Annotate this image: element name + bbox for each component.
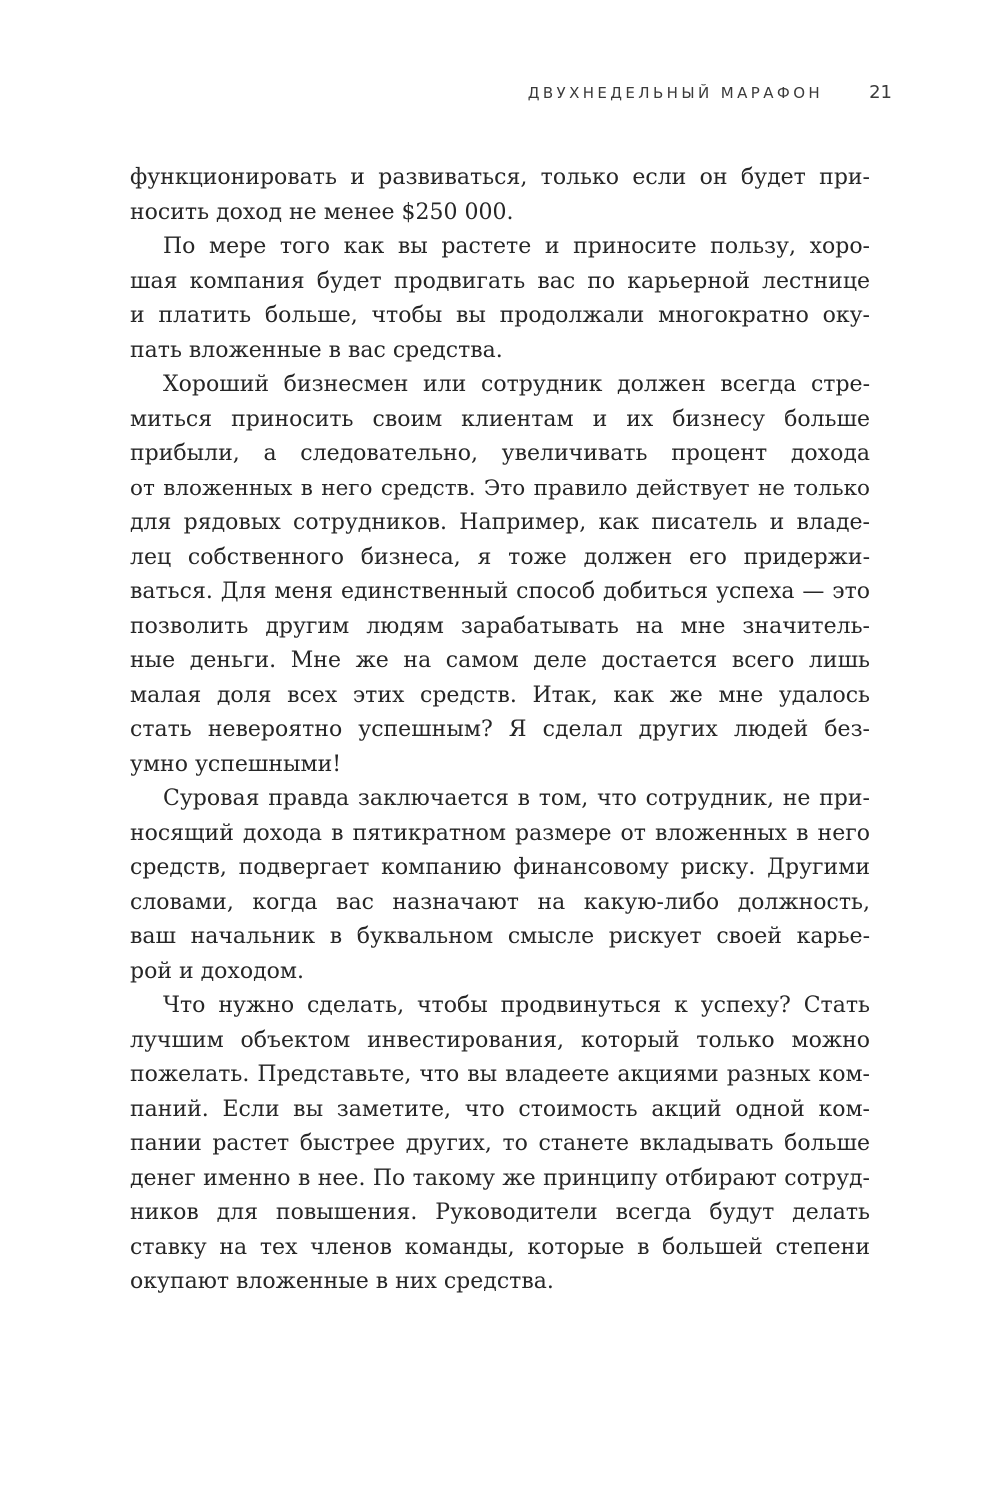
- text-line: паний. Если вы заметите, что стоимость акций одной ком-: [130, 1096, 870, 1122]
- text-line: шая компания будет продвигать вас по карьерной лестнице: [130, 268, 870, 294]
- text-line: носить доход не менее $250 000.: [130, 199, 514, 225]
- text-line: По мере того как вы растете и приносите пользу, хоро-: [163, 234, 870, 259]
- text-line: стать невероятно успешным? Я сделал других людей без-: [130, 717, 870, 742]
- text-line: ваться. Для меня единственный способ добиться успеха — это: [130, 579, 870, 604]
- text-line: функционировать и развиваться, только если он будет при-: [130, 165, 870, 190]
- paragraph: [130, 782, 870, 989]
- text-line: позволить другим людям зарабатывать на мне значитель-: [130, 613, 870, 639]
- text-line: ников для повышения. Руководители всегда будут делать: [130, 1200, 870, 1225]
- paragraph: [130, 368, 870, 782]
- paragraph: [130, 230, 870, 368]
- running-title: ДВУХНЕДЕЛЬНЫЙ МАРАФОН: [527, 84, 824, 102]
- text-line: от вложенных в него средств. Это правило действует не только: [130, 475, 870, 501]
- text-line: средств, подвергает компанию финансовому риску. Другими: [130, 855, 870, 880]
- text-line: Что нужно сделать, чтобы продвинуться к успеху? Стать: [163, 993, 870, 1018]
- text-line: пожелать. Представьте, что вы владеете акциями разных ком-: [130, 1062, 870, 1087]
- text-line: умно успешными!: [130, 751, 342, 777]
- text-line: лучшим объектом инвестирования, который только можно: [130, 1027, 870, 1053]
- text-line: прибыли, а следовательно, увеличивать процент дохода: [130, 441, 870, 466]
- text-line: рой и доходом.: [130, 958, 304, 984]
- text-line: Хороший бизнесмен или сотрудник должен всегда стре-: [163, 372, 870, 397]
- text-line: и платить больше, чтобы вы продолжали многократно оку-: [130, 303, 870, 328]
- text-line: ваш начальник в буквальном смысле рискует своей карье-: [130, 924, 870, 949]
- text-line: окупают вложенные в них средства.: [130, 1269, 554, 1294]
- body-text: [130, 161, 870, 1300]
- text-line: пании растет быстрее других, то станете вкладывать больше: [130, 1131, 870, 1156]
- text-line: миться приносить своим клиентам и их бизнесу больше: [130, 406, 870, 432]
- running-head: [528, 82, 892, 103]
- text-line: Суровая правда заключается в том, что сотрудник, не при-: [163, 786, 870, 811]
- text-line: носящий дохода в пятикратном размере от вложенных в него: [130, 820, 870, 846]
- page-number: 21: [869, 82, 892, 103]
- paragraph: [130, 161, 870, 230]
- paragraph: [130, 989, 870, 1300]
- text-line: пать вложенные в вас средства.: [130, 337, 503, 363]
- text-line: ные деньги. Мне же на самом деле достается всего лишь: [130, 648, 870, 673]
- text-line: словами, когда вас назначают на какую-либо должность,: [130, 889, 870, 915]
- text-line: для рядовых сотрудников. Например, как писатель и владе-: [130, 510, 870, 535]
- text-line: лец собственного бизнеса, я тоже должен его придержи-: [130, 544, 870, 570]
- text-line: ставку на тех членов команды, которые в большей степени: [130, 1234, 870, 1260]
- text-line: денег именно в нее. По такому же принципу отбирают сотруд-: [130, 1165, 870, 1191]
- text-line: малая доля всех этих средств. Итак, как же мне удалось: [130, 682, 870, 708]
